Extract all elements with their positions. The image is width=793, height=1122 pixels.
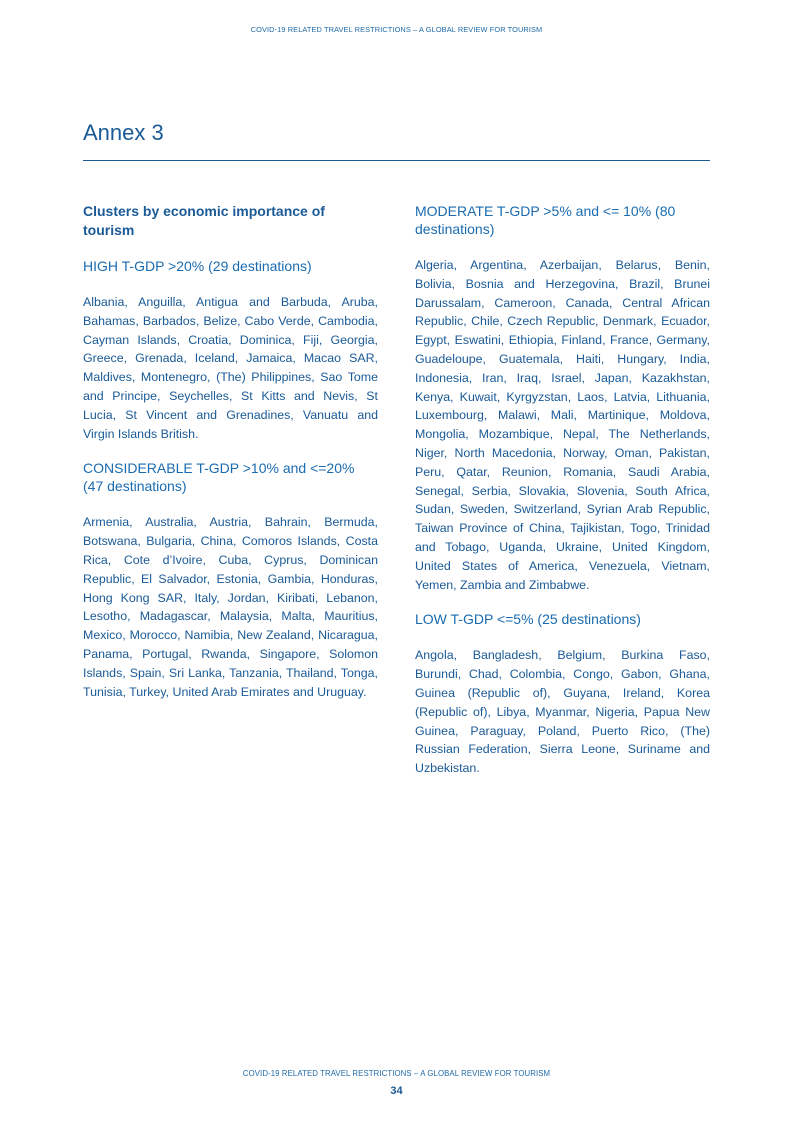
cluster-heading-considerable: CONSIDERABLE T-GDP >10% and <=20% (47 destinations) bbox=[83, 460, 355, 495]
annex-title: Annex 3 bbox=[83, 120, 164, 145]
cluster-list-low: Angola, Bangladesh, Belgium, Burkina Faso, Burundi, Chad, Colombia, Congo, Gabon, Ghana, Guinea (Republic of), Guyana, Ireland, Korea (Republic of), Libya, Myanmar, Nigeria, Papua New Guinea, Paraguay, Poland, Puerto Rico, (The) Russian Federation, Sierra Leone, Suriname and Uzbekistan. bbox=[415, 648, 710, 776]
cluster-heading-high: HIGH T-GDP >20% (29 destinations) bbox=[83, 258, 312, 274]
section-heading: Clusters by economic importance of tourism bbox=[83, 203, 325, 238]
left-column bbox=[83, 202, 378, 717]
title-divider bbox=[83, 160, 710, 161]
cluster-list-moderate: Algeria, Argentina, Azerbaijan, Belarus, Benin, Bolivia, Bosnia and Herzegovina, Brazil, Brunei Darussalam, Cameroon, Canada, Central African Republic, Chile, Czech Republic, Denmark, Ecuador, Egypt, Eswatini, Ethiopia, Finland, France, Germany, Guadeloupe, Guatemala, Haiti, Hungary, India, Indonesia, Iran, Iraq, Israel, Japan, Kazakhstan, Kenya, Kuwait, Kyrgyzstan, Laos, Latvia, Lithuania, Luxembourg, Malawi, Mali, Martinique, Moldova, Mongolia, Mozambique, Nepal, The Netherlands, Niger, North Macedonia, Norway, Oman, Pakistan, Peru, Qatar, Reunion, Romania, Saudi Arabia, Senegal, Serbia, Slovakia, Slovenia, South Africa, Sudan, Sweden, Switzerland, Syrian Arab Republic, Taiwan Province of China, Tajikistan, Togo, Trinidad and Tobago, Uganda, Ukraine, United Kingdom, United States of America, Venezuela, Vietnam, Yemen, Zambia and Zimbabwe. bbox=[415, 258, 710, 592]
running-footer: COVID-19 RELATED TRAVEL RESTRICTIONS – A GLOBAL REVIEW FOR TOURISM bbox=[242, 1069, 551, 1078]
cluster-heading-moderate: MODERATE T-GDP >5% and <= 10% (80 destinations) bbox=[415, 203, 676, 237]
cluster-list-high: Albania, Anguilla, Antigua and Barbuda, Aruba, Bahamas, Barbados, Belize, Cabo Verde, Cambodia, Cayman Islands, Croatia, Dominica, Fiji, Georgia, Greece, Grenada, Iceland, Jamaica, Macao SAR, Maldives, Montenegro, (The) Philippines, Sao Tome and Principe, Seychelles, St Kitts and Nevis, St Lucia, St Vincent and Grenadines, Vanuatu and Virgin Islands British. bbox=[83, 295, 378, 441]
right-column bbox=[415, 202, 710, 794]
page-number: 34 bbox=[390, 1085, 403, 1097]
cluster-heading-low: LOW T-GDP <=5% (25 destinations) bbox=[415, 611, 641, 628]
running-header: COVID-19 RELATED TRAVEL RESTRICTIONS – A GLOBAL REVIEW FOR TOURISM bbox=[250, 25, 543, 34]
cluster-list-considerable: Armenia, Australia, Austria, Bahrain, Bermuda, Botswana, Bulgaria, China, Comoros Islands, Costa Rica, Cote d’Ivoire, Cuba, Cyprus, Dominican Republic, El Salvador, Estonia, Gambia, Honduras, Hong Kong SAR, Italy, Jordan, Kiribati, Lebanon, Lesotho, Madagascar, Malaysia, Malta, Mauritius, Mexico, Morocco, Namibia, New Zealand, Nicaragua, Panama, Portugal, Rwanda, Singapore, Solomon Islands, Spain, Sri Lanka, Tanzania, Thailand, Tonga, Tunisia, Turkey, United Arab Emirates and Uruguay. bbox=[83, 515, 378, 699]
